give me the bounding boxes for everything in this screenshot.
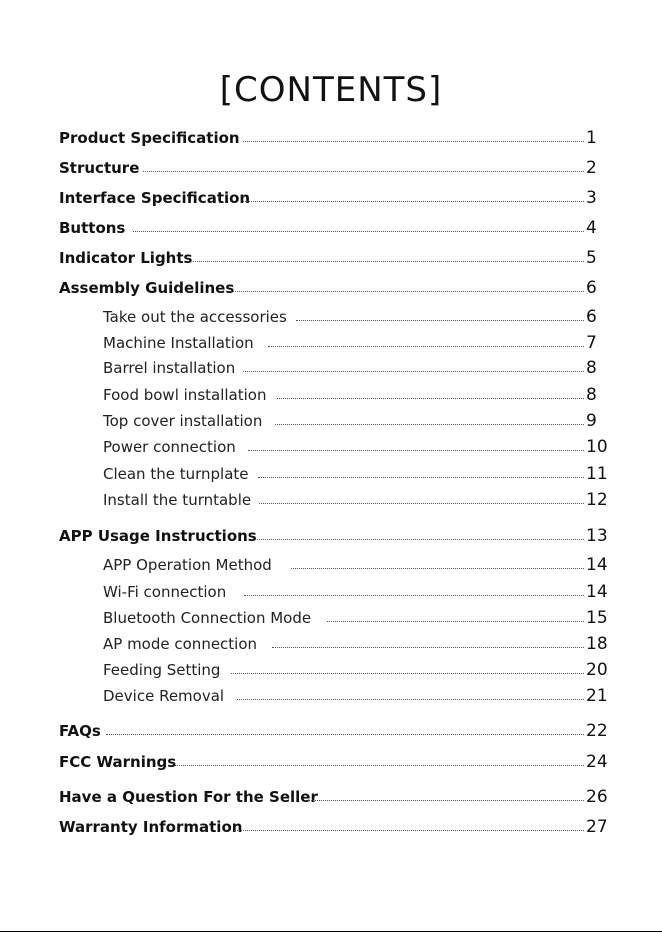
toc-entry-assembly-guidelines[interactable] bbox=[0, 276, 662, 300]
toc-page-number: 2 bbox=[586, 158, 597, 178]
toc-page-number: 24 bbox=[586, 752, 608, 772]
bottom-divider bbox=[0, 931, 662, 932]
toc-entry-label: Interface Specification bbox=[59, 189, 251, 207]
toc-entry-power-connection[interactable] bbox=[0, 435, 662, 459]
toc-entry-barrel-installation[interactable] bbox=[0, 356, 662, 380]
toc-page-number: 14 bbox=[586, 555, 608, 575]
toc-page-number: 9 bbox=[586, 411, 597, 431]
toc-entry-label: Clean the turnplate bbox=[103, 465, 249, 483]
dot-leader bbox=[243, 201, 584, 202]
dot-leader bbox=[193, 261, 584, 262]
toc-entry-product-specification[interactable] bbox=[0, 126, 662, 150]
toc-entry-bluetooth-connection-mode[interactable] bbox=[0, 606, 662, 630]
dot-leader bbox=[291, 568, 584, 569]
toc-entry-label: AP mode connection bbox=[103, 635, 258, 653]
dot-leader bbox=[231, 291, 584, 292]
dot-leader bbox=[257, 539, 584, 540]
dot-leader bbox=[244, 595, 584, 596]
toc-entry-label: Barrel installation bbox=[103, 359, 236, 377]
toc-entry-label: Wi-Fi connection bbox=[103, 583, 227, 601]
toc-entry-warranty-information[interactable] bbox=[0, 815, 662, 839]
toc-page-number: 22 bbox=[586, 721, 608, 741]
toc-entry-feeding-setting[interactable] bbox=[0, 658, 662, 682]
toc-entry-app-usage-instructions[interactable] bbox=[0, 524, 662, 548]
toc-entry-label: Indicator Lights bbox=[59, 249, 193, 267]
toc-page-number: 6 bbox=[586, 307, 597, 327]
dot-leader bbox=[106, 734, 584, 735]
toc-entry-label: FAQs bbox=[59, 722, 101, 740]
toc-entry-device-removal[interactable] bbox=[0, 684, 662, 708]
toc-page-number: 13 bbox=[586, 526, 608, 546]
toc-entry-label: FCC Warnings bbox=[59, 753, 177, 771]
dot-leader bbox=[327, 621, 584, 622]
dot-leader bbox=[259, 503, 584, 504]
toc-page-number: 1 bbox=[586, 128, 597, 148]
dot-leader bbox=[143, 171, 584, 172]
dot-leader bbox=[258, 477, 584, 478]
toc-page-number: 11 bbox=[586, 464, 608, 484]
toc-entry-clean-the-turnplate[interactable] bbox=[0, 462, 662, 486]
toc-page-number: 4 bbox=[586, 218, 597, 238]
toc-entry-label: APP Operation Method bbox=[103, 556, 272, 574]
toc-page-number: 5 bbox=[586, 248, 597, 268]
toc-page-number: 6 bbox=[586, 278, 597, 298]
toc-entry-label: Buttons bbox=[59, 219, 126, 237]
toc-page-number: 20 bbox=[586, 660, 608, 680]
toc-entry-label: Machine Installation bbox=[103, 334, 254, 352]
toc-entry-label: Top cover installation bbox=[103, 412, 263, 430]
toc-page-number: 14 bbox=[586, 582, 608, 602]
dot-leader bbox=[234, 830, 584, 831]
toc-entry-label: Bluetooth Connection Mode bbox=[103, 609, 312, 627]
toc-entry-take-out-accessories[interactable] bbox=[0, 305, 662, 329]
toc-entry-structure[interactable] bbox=[0, 156, 662, 180]
toc-entry-label: Structure bbox=[59, 159, 140, 177]
dot-leader bbox=[277, 398, 584, 399]
toc-page-number: 15 bbox=[586, 608, 608, 628]
dot-leader bbox=[248, 450, 584, 451]
toc-page-number: 26 bbox=[586, 787, 608, 807]
dot-leader bbox=[268, 346, 584, 347]
toc-page-number: 7 bbox=[586, 333, 597, 353]
toc-entry-app-operation-method[interactable] bbox=[0, 553, 662, 577]
toc-page-number: 12 bbox=[586, 490, 608, 510]
toc-entry-label: Device Removal bbox=[103, 687, 225, 705]
toc-entry-label: Install the turntable bbox=[103, 491, 252, 509]
page-title: [CONTENTS] bbox=[219, 70, 443, 110]
dot-leader bbox=[237, 699, 584, 700]
dot-leader bbox=[231, 673, 584, 674]
dot-leader bbox=[175, 765, 584, 766]
toc-entry-label: Assembly Guidelines bbox=[59, 279, 235, 297]
toc-entry-ap-mode-connection[interactable] bbox=[0, 632, 662, 656]
toc-page-number: 27 bbox=[586, 817, 608, 837]
dot-leader bbox=[272, 647, 584, 648]
toc-entry-label: Have a Question For the Seller bbox=[59, 788, 318, 806]
toc-entry-fcc-warnings[interactable] bbox=[0, 750, 662, 774]
toc-entry-label: Warranty Information bbox=[59, 818, 243, 836]
toc-entry-have-a-question[interactable] bbox=[0, 785, 662, 809]
toc-entry-machine-installation[interactable] bbox=[0, 331, 662, 355]
toc-entry-label: Product Specification bbox=[59, 129, 240, 147]
toc-entry-faqs[interactable] bbox=[0, 719, 662, 743]
toc-entry-buttons[interactable] bbox=[0, 216, 662, 240]
toc-page-number: 8 bbox=[586, 358, 597, 378]
dot-leader bbox=[133, 231, 584, 232]
dot-leader bbox=[275, 424, 584, 425]
toc-entry-indicator-lights[interactable] bbox=[0, 246, 662, 270]
dot-leader bbox=[296, 320, 584, 321]
toc-entry-label: Feeding Setting bbox=[103, 661, 221, 679]
toc-page-number: 10 bbox=[586, 437, 608, 457]
toc-entry-food-bowl-installation[interactable] bbox=[0, 383, 662, 407]
dot-leader bbox=[243, 371, 584, 372]
toc-entry-label: Power connection bbox=[103, 438, 236, 456]
toc-page-number: 21 bbox=[586, 686, 608, 706]
toc-page-number: 18 bbox=[586, 634, 608, 654]
toc-entry-install-the-turntable[interactable] bbox=[0, 488, 662, 512]
dot-leader bbox=[243, 141, 584, 142]
toc-entry-interface-specification[interactable] bbox=[0, 186, 662, 210]
toc-page-number: 3 bbox=[586, 188, 597, 208]
toc-page-number: 8 bbox=[586, 385, 597, 405]
toc-entry-label: Take out the accessories bbox=[103, 308, 287, 326]
dot-leader bbox=[308, 800, 584, 801]
toc-entry-label: Food bowl installation bbox=[103, 386, 267, 404]
toc-entry-top-cover-installation[interactable] bbox=[0, 409, 662, 433]
toc-entry-wifi-connection[interactable] bbox=[0, 580, 662, 604]
toc-entry-label: APP Usage Instructions bbox=[59, 527, 257, 545]
